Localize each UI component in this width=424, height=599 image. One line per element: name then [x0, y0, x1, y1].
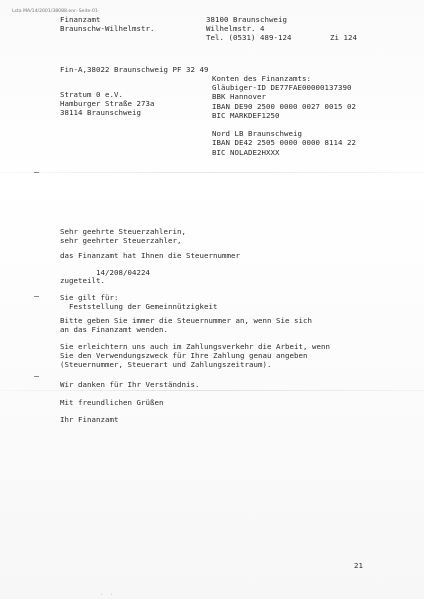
office-address: 38100 Braunschweig Wilhelmstr. 4 Tel. (0531) 489-124 [206, 15, 292, 43]
fold-line [0, 390, 424, 391]
closing-line: Mit freundlichen Grüßen [60, 398, 164, 407]
tax-number: 14/208/04224 [96, 268, 150, 277]
thanks-line: Wir danken für Ihr Verständnis. [60, 380, 200, 389]
instruction-paragraph: Bitte geben Sie immer die Steuernummer an, wenn Sie sich an das Finanzamt wenden. [60, 316, 312, 335]
room-number: Zi 124 [330, 33, 357, 42]
bottom-marks: · · [100, 592, 116, 598]
fold-mark [34, 172, 39, 173]
payment-paragraph: Sie erleichtern uns auch im Zahlungsverkehr die Arbeit, wenn Sie den Verwendungszweck für Ihre Zahlung genau angeben (Steuernummer, Steuerart und Zahlungszeitraum). [60, 342, 330, 370]
scan-reference: Lsta MA/14/2001/38088.enr.-Seite-01- [12, 9, 100, 14]
fold-line [0, 172, 424, 173]
bank-details: Konten des Finanzamts: Gläubiger-ID DE77FAE00000137390 BBK Hannover IBAN DE90 2500 0000 0027 0015 02 BIC MARKDEF1250 Nord LB Braunschweig IBAN DE42 2505 0000 0000 8114 22 BIC NOLADE2HXXX [212, 74, 356, 157]
punch-mark [34, 296, 39, 297]
return-address: Fin-A,38022 Braunschweig PF 32 49 [60, 65, 209, 74]
signature-line: Ihr Finanzamt [60, 415, 119, 424]
intro-sentence: das Finanzamt hat Ihnen die Steuernummer [60, 251, 240, 260]
sender-office: Finanzamt Braunschw-Wilhelmstr. [60, 15, 155, 34]
fold-mark [34, 376, 39, 377]
recipient-address: Stratum 0 e.V. Hamburger Straße 273a 38114 Braunschweig [60, 90, 155, 118]
assigned-text: zugeteilt. [60, 276, 105, 285]
salutation: Sehr geehrte Steuerzahlerin, sehr geehrter Steuerzahler, [60, 227, 186, 246]
page-number: 21 [354, 561, 363, 570]
validity-text: Sie gilt für: Feststellung der Gemeinnützigkeit [60, 293, 218, 312]
